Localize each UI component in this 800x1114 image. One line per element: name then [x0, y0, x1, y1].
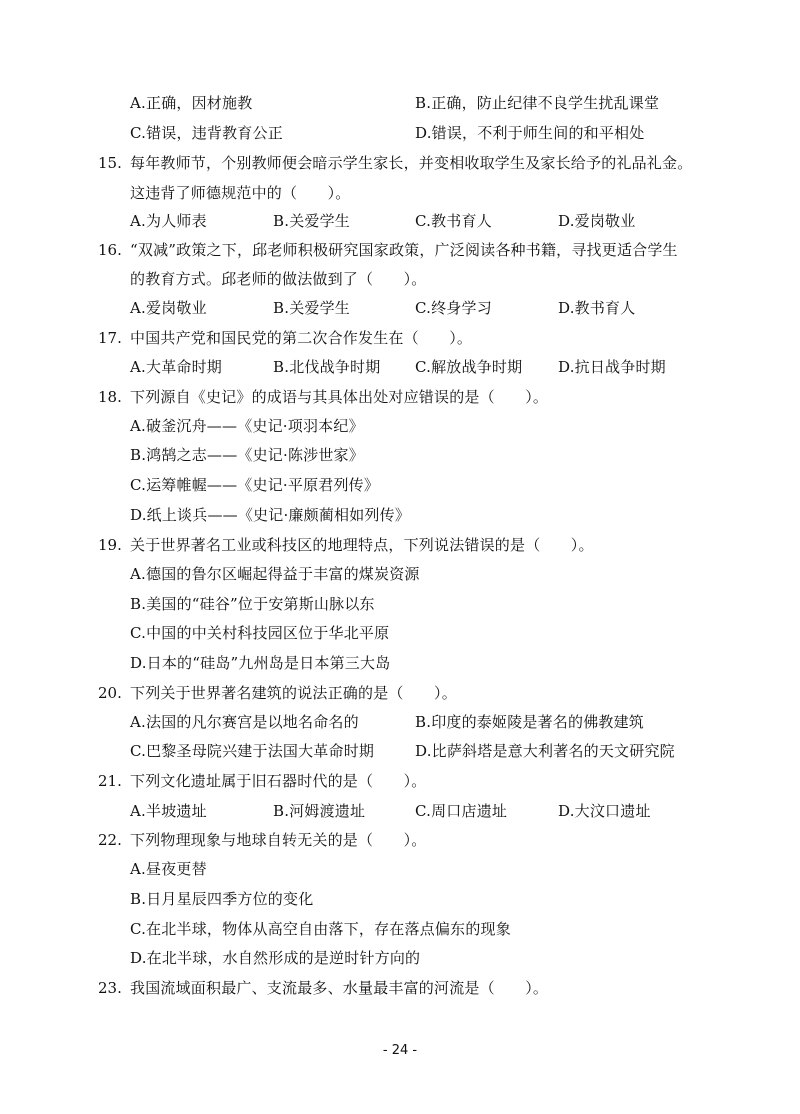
option-a: A.半坡遗址: [130, 802, 207, 820]
option-b: B.关爱学生: [273, 212, 350, 230]
option-a: A.破釜沉舟——《史记·项羽本纪》: [130, 417, 364, 435]
carryover-option-d: D.错误，不利于师生间的和平相处: [415, 124, 645, 142]
option-d: D.日本的“硅岛”九州岛是日本第三大岛: [130, 654, 391, 672]
option-b: B.印度的泰姬陵是著名的佛教建筑: [415, 713, 644, 731]
question-number: 16.: [98, 241, 122, 259]
question-number: 22.: [98, 831, 122, 849]
option-a: A.爱岗敬业: [130, 299, 207, 317]
option-b: B.美国的“硅谷”位于安第斯山脉以东: [130, 595, 375, 613]
question-stem-line: 的教育方式。邱老师的做法做到了（ ）。: [130, 270, 427, 288]
option-c: C.周口店遗址: [415, 802, 508, 820]
question-number: 15.: [98, 154, 122, 172]
option-d: D.大汶口遗址: [558, 802, 651, 820]
option-c: C.巴黎圣母院兴建于法国大革命时期: [130, 742, 375, 760]
option-b: B.河姆渡遗址: [273, 802, 366, 820]
question-number: 23.: [98, 979, 122, 997]
option-c: C.中国的中关村科技园区位于华北平原: [130, 624, 390, 642]
option-d: D.爱岗敬业: [558, 212, 636, 230]
option-b: B.北伐战争时期: [273, 358, 381, 376]
question-stem-line: “双减”政策之下，邱老师积极研究国家政策，广泛阅读各种书籍，寻找更适合学生: [130, 241, 678, 259]
option-c: C.终身学习: [415, 299, 492, 317]
option-d: D.抗日战争时期: [558, 358, 666, 376]
option-b: B.鸿鹄之志——《史记·陈涉世家》: [130, 446, 364, 464]
question-stem-line: 下列源自《史记》的成语与其具体出处对应错误的是（ ）。: [130, 388, 549, 406]
option-c: C.教书育人: [415, 212, 492, 230]
question-stem-line: 关于世界著名工业或科技区的地理特点，下列说法错误的是（ ）。: [130, 536, 594, 554]
option-c: C.解放战争时期: [415, 358, 523, 376]
carryover-option-c: C.错误，违背教育公正: [130, 124, 283, 142]
question-stem-line: 下列关于世界著名建筑的说法正确的是（ ）。: [130, 684, 457, 702]
option-a: A.大革命时期: [130, 358, 223, 376]
option-b: B.关爱学生: [273, 299, 350, 317]
question-stem-line: 我国流域面积最广、支流最多、水量最丰富的河流是（ ）。: [130, 979, 549, 997]
carryover-option-b: B.正确，防止纪律不良学生扰乱课堂: [415, 94, 660, 112]
option-d: D.教书育人: [558, 299, 636, 317]
option-a: A.昼夜更替: [130, 860, 207, 878]
option-d: D.纸上谈兵——《史记·廉颇蔺相如列传》: [130, 506, 411, 524]
page-number: - 24 -: [382, 1043, 418, 1058]
option-c: C.运筹帷幄——《史记·平原君列传》: [130, 476, 380, 494]
option-a: A.德国的鲁尔区崛起得益于丰富的煤炭资源: [130, 565, 420, 583]
carryover-option-a: A.正确，因材施教: [130, 94, 253, 112]
option-a: A.法国的凡尔赛宫是以地名命名的: [130, 713, 359, 731]
option-a: A.为人师表: [130, 212, 207, 230]
option-c: C.在北半球，物体从高空自由落下，存在落点偏东的现象: [130, 920, 511, 938]
question-stem-line: 这违背了师德规范中的（ ）。: [130, 184, 351, 202]
question-number: 21.: [98, 772, 122, 790]
question-number: 17.: [98, 329, 122, 347]
question-stem-line: 中国共产党和国民党的第二次合作发生在（ ）。: [130, 329, 473, 347]
question-number: 20.: [98, 684, 122, 702]
question-stem-line: 下列物理现象与地球自转无关的是（ ）。: [130, 831, 427, 849]
option-d: D.在北半球，水自然形成的是逆时针方向的: [130, 949, 421, 967]
question-number: 19.: [98, 536, 122, 554]
question-number: 18.: [98, 388, 122, 406]
option-d: D.比萨斜塔是意大利著名的天文研究院: [415, 742, 675, 760]
question-stem-line: 每年教师节，个别教师便会暗示学生家长，并变相收取学生及家长给予的礼品礼金。: [130, 154, 693, 172]
option-b: B.日月星辰四季方位的变化: [130, 890, 314, 908]
question-stem-line: 下列文化遗址属于旧石器时代的是（ ）。: [130, 772, 427, 790]
